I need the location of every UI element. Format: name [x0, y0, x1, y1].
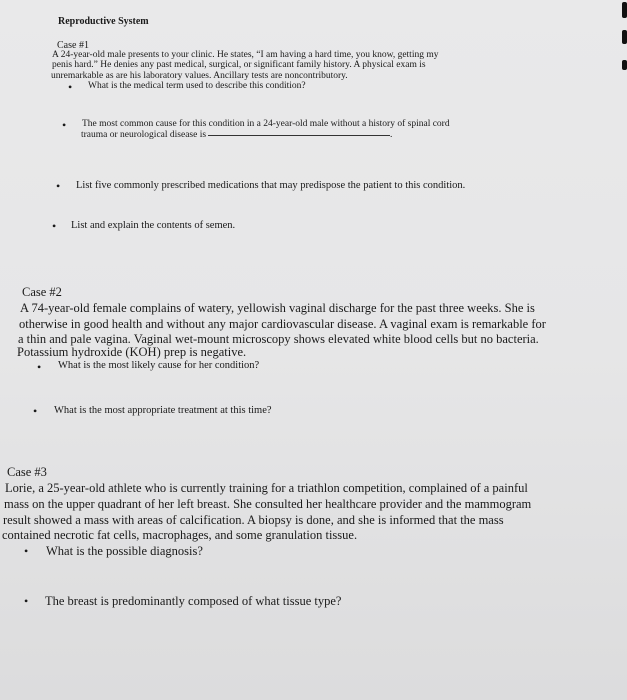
case2-text-line: Potassium hydroxide (KOH) prep is negative.: [17, 345, 247, 359]
page-edge-mark: [622, 2, 627, 18]
case3-text-line: contained necrotic fat cells, macrophages, and some granulation tissue.: [2, 528, 358, 542]
page-edge-mark: [622, 30, 627, 44]
case3-question-2: The breast is predominantly composed of what tissue type?: [45, 594, 342, 608]
case3-text-line: mass on the upper quadrant of her left breast. She consulted her healthcare provider and the mammogram: [4, 497, 532, 511]
case1-text-line: A 24-year-old male presents to your clinic. He states, “I am having a hard time, you know, getting my: [52, 50, 439, 60]
page-edge-mark: [622, 60, 627, 70]
bullet-icon: •: [62, 118, 67, 132]
case2-text-line: A 74-year-old female complains of watery, yellowish vaginal discharge for the past three weeks. She is: [20, 301, 535, 315]
bullet-icon: •: [56, 179, 61, 193]
case1-text-line: penis hard.” He denies any past medical, surgical, or significant family history. A physical exam is: [52, 60, 426, 70]
case2-question-1: What is the most likely cause for her condition?: [58, 360, 260, 371]
bullet-icon: •: [24, 594, 29, 608]
case1-text-line: unremarkable as are his laboratory values. Ancillary tests are noncontributory.: [51, 71, 348, 81]
bullet-icon: •: [24, 544, 29, 558]
case2-text-line: a thin and pale vagina. Vaginal wet-mount microscopy shows elevated white blood cells but no bacteria.: [18, 332, 539, 346]
case1-heading: Case #1: [57, 40, 89, 51]
case3-question-1: What is the possible diagnosis?: [46, 544, 203, 558]
case3-text-line: result showed a mass with areas of calcification. A biopsy is done, and she is informed that the mass: [3, 513, 504, 527]
case2-question-2: What is the most appropriate treatment at this time?: [54, 405, 272, 416]
bullet-icon: •: [37, 360, 42, 374]
case3-heading: Case #3: [7, 465, 47, 479]
bullet-icon: •: [33, 404, 38, 418]
case1-question-4: List and explain the contents of semen.: [71, 220, 236, 231]
case2-text-line: otherwise in good health and without any major cardiovascular disease. A vaginal exam is remarkable for: [19, 317, 546, 331]
case1-question-3: List five commonly prescribed medications that may predispose the patient to this condition.: [76, 180, 466, 191]
case2-heading: Case #2: [22, 285, 62, 299]
case1-question-2-line1: The most common cause for this condition in a 24-year-old male without a history of spinal cord: [82, 119, 450, 129]
page-title: Reproductive System: [58, 16, 149, 27]
bullet-icon: •: [52, 219, 57, 233]
case3-text-line: Lorie, a 25-year-old athlete who is currently training for a triathlon competition, complained of a painful: [5, 481, 528, 495]
case1-question-1: What is the medical term used to describe this condition?: [88, 81, 306, 91]
case1-question-2-line2: trauma or neurological disease is .: [81, 130, 393, 140]
answer-blank: [208, 135, 390, 136]
bullet-icon: •: [68, 80, 73, 94]
